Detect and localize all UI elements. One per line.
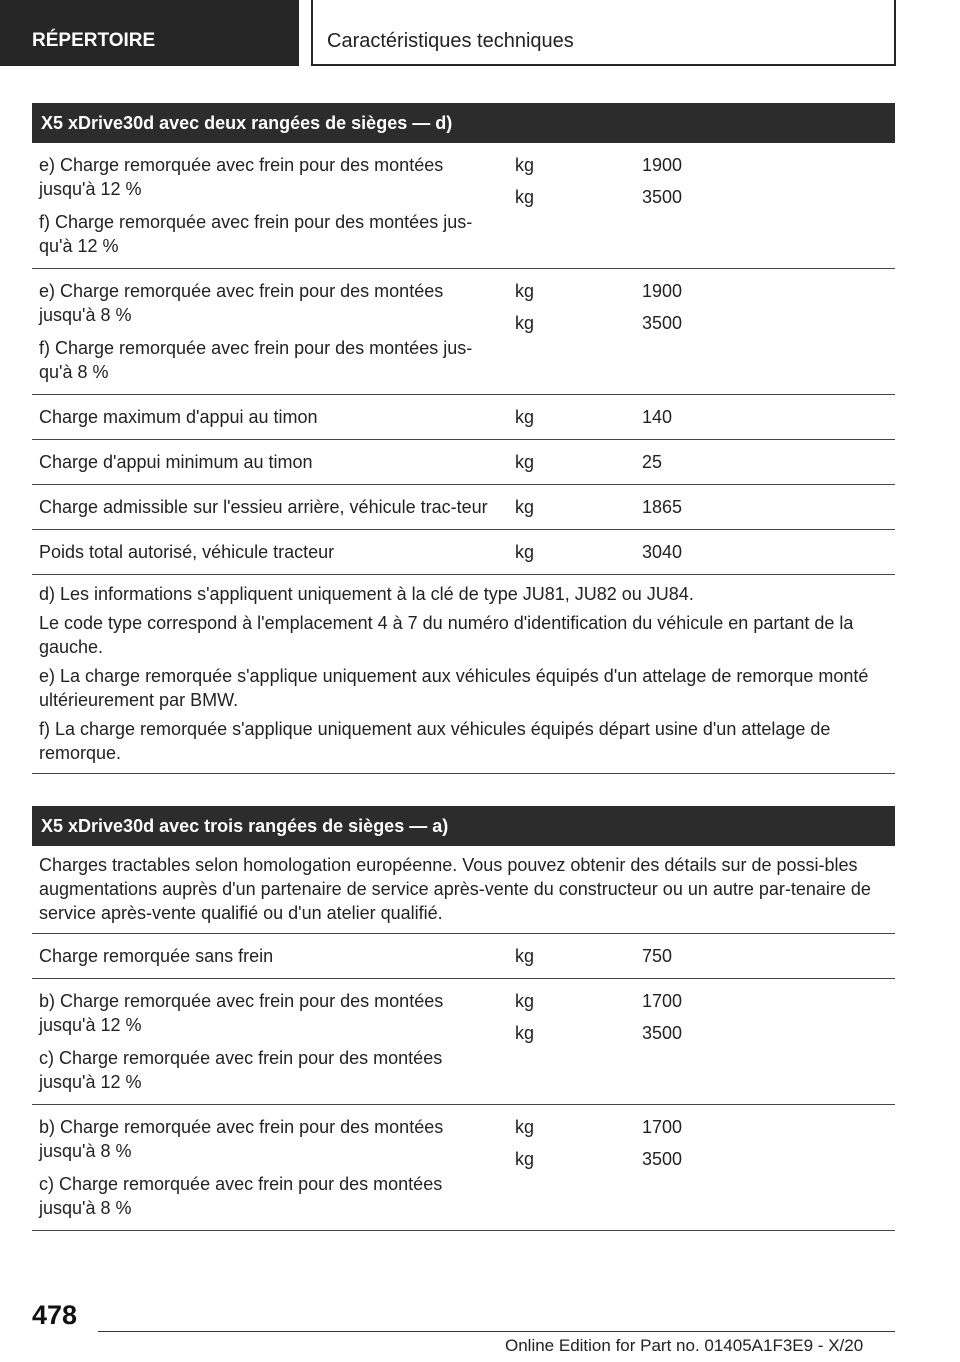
row-unit: kg <box>515 313 535 333</box>
row-label: Charge d'appui minimum au timon <box>39 452 313 472</box>
row-value: 3500 <box>642 1149 683 1169</box>
row-value-cell <box>627 495 895 519</box>
footnote: f) La charge remorquée s'applique uniquement aux véhicules équipés départ usine d'un attelage de remorque. <box>39 719 831 763</box>
chapter-title: Caractéristiques techniques <box>311 0 896 66</box>
row-value-cell <box>627 944 895 968</box>
row-unit-cell <box>500 450 627 474</box>
row-unit: kg <box>515 155 535 175</box>
table-row <box>32 440 895 485</box>
row-value: 3500 <box>642 1023 683 1043</box>
row-value: 1900 <box>642 281 683 301</box>
row-value: 1865 <box>642 497 683 517</box>
page-content <box>32 103 895 1231</box>
intro-paragraph: Charges tractables selon homologation européenne. Vous pouvez obtenir des détails sur de possi-bles augmentations auprès d'un partenaire de service après-vente du constructeur ou un autre par-tenaire de service après-vente qualifié ou d'un atelier qualifié. <box>39 855 871 923</box>
row-label-cell <box>32 944 500 968</box>
row-unit-cell <box>500 1115 627 1220</box>
footnote: d) Les informations s'appliquent uniquement à la clé de type JU81, JU82 ou JU84. <box>39 584 694 604</box>
section-title: X5 xDrive30d avec trois rangées de sièges — a) <box>32 806 895 846</box>
row-value: 25 <box>642 452 663 472</box>
row-unit: kg <box>515 497 535 517</box>
row-value-cell <box>627 989 895 1094</box>
footnote: Le code type correspond à l'emplacement 4 à 7 du numéro d'identification du véhicule en partant de la gauche. <box>39 613 854 657</box>
row-label-cell <box>32 989 500 1094</box>
row-unit: kg <box>515 1023 535 1043</box>
row-label: b) Charge remorquée avec frein pour des montées jusqu'à 12 % <box>39 991 444 1035</box>
spec-table <box>32 934 895 1231</box>
row-value: 750 <box>642 946 673 966</box>
row-label-cell <box>32 1115 500 1220</box>
edition-text: Online Edition for Part no. 01405A1F3E9 - X/20 <box>505 1336 864 1355</box>
page-header <box>0 0 960 66</box>
row-label: c) Charge remorquée avec frein pour des montées jusqu'à 8 % <box>39 1174 443 1218</box>
row-value: 1700 <box>642 1117 683 1137</box>
header-gap <box>299 0 311 66</box>
row-unit: kg <box>515 187 535 207</box>
footnote: e) La charge remorquée s'applique uniquement aux véhicules équipés d'un attelage de remorque monté ultérieurement par BMW. <box>39 666 869 710</box>
row-label: e) Charge remorquée avec frein pour des montées jusqu'à 12 % <box>39 155 444 199</box>
row-unit: kg <box>515 1149 535 1169</box>
spec-table <box>32 143 895 575</box>
row-label: Poids total autorisé, véhicule tracteur <box>39 542 335 562</box>
row-unit: kg <box>515 452 535 472</box>
row-label: Charge remorquée sans frein <box>39 946 274 966</box>
row-value: 3500 <box>642 313 683 333</box>
row-value: 1900 <box>642 155 683 175</box>
table-row <box>32 395 895 440</box>
row-value-cell <box>627 1115 895 1220</box>
footnotes <box>32 575 895 774</box>
table-row <box>32 269 895 395</box>
intro-text <box>32 846 895 934</box>
row-value-cell <box>627 153 895 258</box>
row-unit-cell <box>500 153 627 258</box>
row-value-cell <box>627 279 895 384</box>
row-value-cell <box>627 540 895 564</box>
section-title: X5 xDrive30d avec deux rangées de sièges — d) <box>32 103 895 143</box>
table-row <box>32 934 895 979</box>
row-unit: kg <box>515 1117 535 1137</box>
row-unit: kg <box>515 407 535 427</box>
table-row <box>32 485 895 530</box>
section-spacer <box>32 774 895 806</box>
page-number: 478 <box>32 1300 78 1330</box>
row-unit-cell <box>500 279 627 384</box>
row-unit: kg <box>515 542 535 562</box>
row-unit: kg <box>515 281 535 301</box>
row-value: 1700 <box>642 991 683 1011</box>
row-value: 3040 <box>642 542 683 562</box>
row-label-cell <box>32 495 500 519</box>
table-row <box>32 530 895 575</box>
row-unit-cell <box>500 989 627 1094</box>
row-value: 3500 <box>642 187 683 207</box>
row-label: Charge maximum d'appui au timon <box>39 407 318 427</box>
row-value-cell <box>627 450 895 474</box>
row-unit-cell <box>500 495 627 519</box>
row-value-cell <box>627 405 895 429</box>
row-label-cell <box>32 540 500 564</box>
row-label-cell <box>32 405 500 429</box>
row-label: Charge admissible sur l'essieu arrière, véhicule trac-teur <box>39 497 488 517</box>
row-unit: kg <box>515 946 535 966</box>
footer-divider <box>98 1331 895 1332</box>
table-row <box>32 979 895 1105</box>
row-unit-cell <box>500 540 627 564</box>
row-label-cell <box>32 279 500 384</box>
row-unit-cell <box>500 944 627 968</box>
row-unit: kg <box>515 991 535 1011</box>
row-value: 140 <box>642 407 673 427</box>
section-label: RÉPERTOIRE <box>0 0 299 66</box>
row-label-cell <box>32 153 500 258</box>
table-row <box>32 1105 895 1231</box>
row-unit-cell <box>500 405 627 429</box>
table-row <box>32 143 895 269</box>
row-label: f) Charge remorquée avec frein pour des montées jus-qu'à 8 % <box>39 338 473 382</box>
row-label: f) Charge remorquée avec frein pour des montées jus-qu'à 12 % <box>39 212 473 256</box>
row-label-cell <box>32 450 500 474</box>
row-label: e) Charge remorquée avec frein pour des montées jusqu'à 8 % <box>39 281 444 325</box>
row-label: c) Charge remorquée avec frein pour des montées jusqu'à 12 % <box>39 1048 443 1092</box>
row-label: b) Charge remorquée avec frein pour des montées jusqu'à 8 % <box>39 1117 444 1161</box>
